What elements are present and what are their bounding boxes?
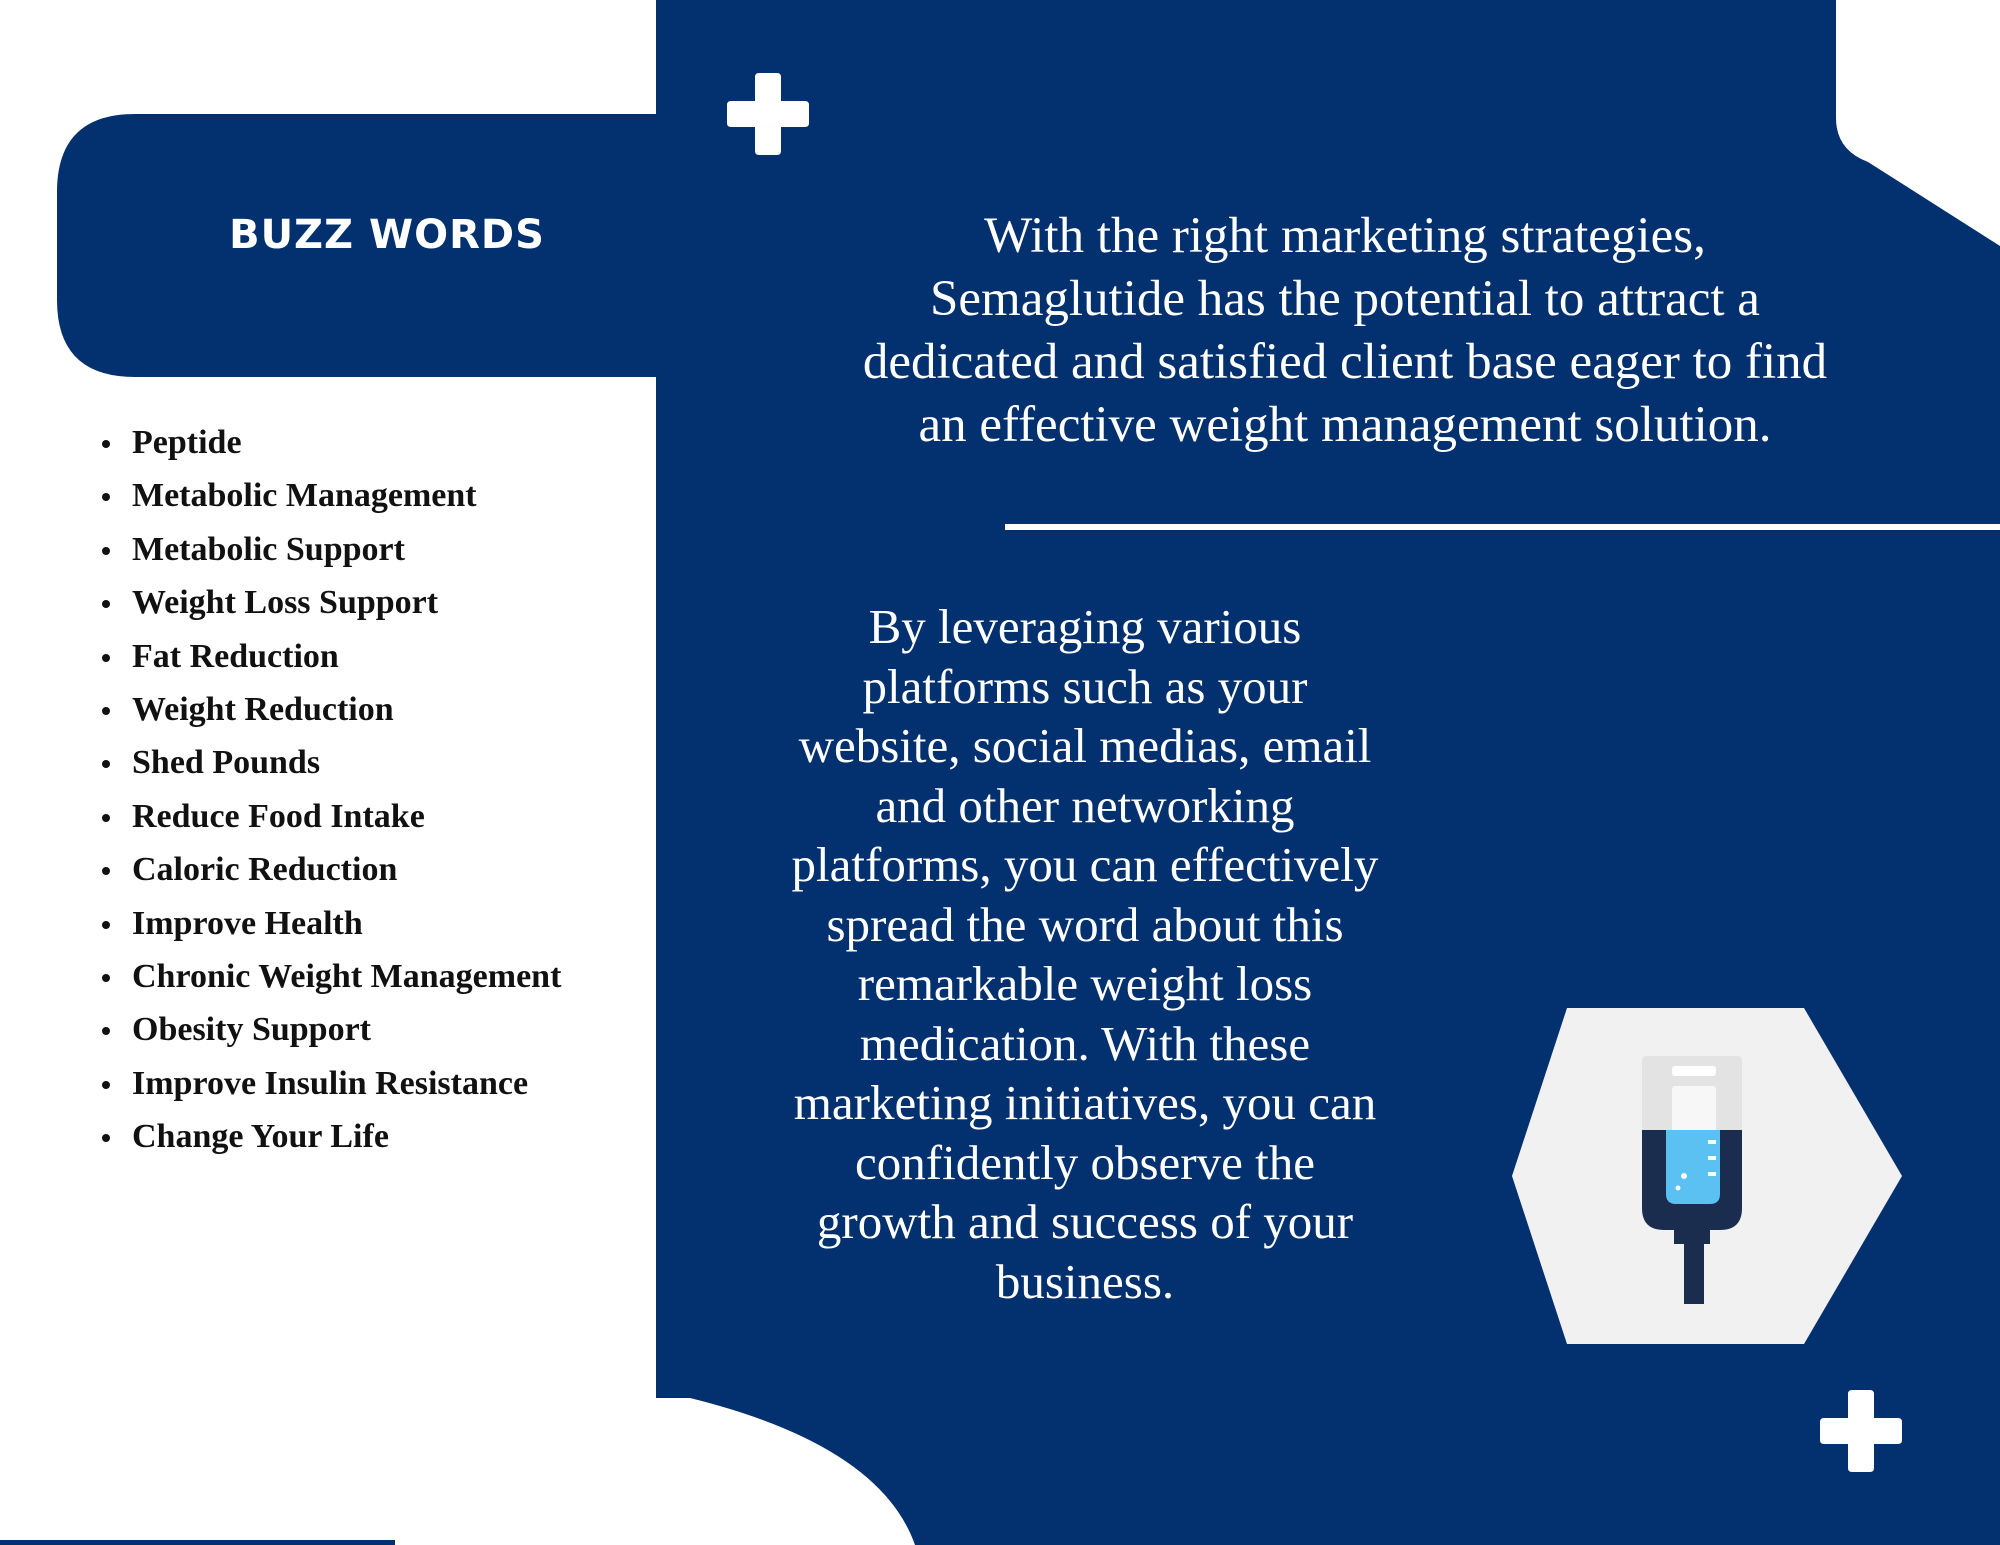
bottom-left-accent-bar <box>0 1540 395 1545</box>
list-item: Peptide <box>100 416 561 469</box>
body-line: confidently observe the <box>855 1134 1315 1190</box>
buzz-words-title: BUZZ WORDS <box>229 212 545 258</box>
list-item: Caloric Reduction <box>100 843 561 896</box>
body-line: By leveraging various <box>868 599 1302 654</box>
body-line: website, social medias, email <box>798 718 1372 773</box>
list-item: Improve Health <box>100 897 561 950</box>
list-item: Obesity Support <box>100 1003 561 1056</box>
plus-icon <box>1820 1390 1902 1472</box>
body-line: platforms such as your <box>862 658 1308 714</box>
buzz-words-list <box>100 416 561 1163</box>
body-line: remarkable weight loss <box>857 956 1313 1011</box>
body-line: growth and success of your <box>816 1194 1354 1249</box>
list-item: Weight Loss Support <box>100 576 561 629</box>
list-item: Chronic Weight Management <box>100 950 561 1003</box>
list-item: Shed Pounds <box>100 736 561 789</box>
list-item: Change Your Life <box>100 1110 561 1163</box>
list-item: Metabolic Support <box>100 523 561 576</box>
list-item: Reduce Food Intake <box>100 790 561 843</box>
list-item: Weight Reduction <box>100 683 561 736</box>
intro-line: With the right marketing strategies, <box>984 208 1706 264</box>
body-line: spread the word about this <box>826 896 1344 952</box>
hexagon-badge <box>1512 1008 1902 1344</box>
body-line: platforms, you can effectively <box>791 837 1379 892</box>
body-paragraph <box>745 597 1425 1311</box>
intro-line: dedicated and satisfied client base eager to find <box>862 334 1828 390</box>
intro-line: an effective weight management solution. <box>918 397 1772 453</box>
body-line: marketing initiatives, you can <box>793 1075 1377 1130</box>
body-line: business. <box>995 1253 1175 1309</box>
list-item: Metabolic Management <box>100 469 561 522</box>
plus-icon <box>727 73 809 155</box>
list-item: Improve Insulin Resistance <box>100 1057 561 1110</box>
intro-paragraph <box>740 205 1950 457</box>
divider-line <box>1005 524 2000 530</box>
list-item: Fat Reduction <box>100 630 561 683</box>
body-line: and other networking <box>875 777 1295 833</box>
intro-line: Semaglutide has the potential to attract a <box>930 271 1760 327</box>
body-line: medication. With these <box>859 1015 1311 1071</box>
